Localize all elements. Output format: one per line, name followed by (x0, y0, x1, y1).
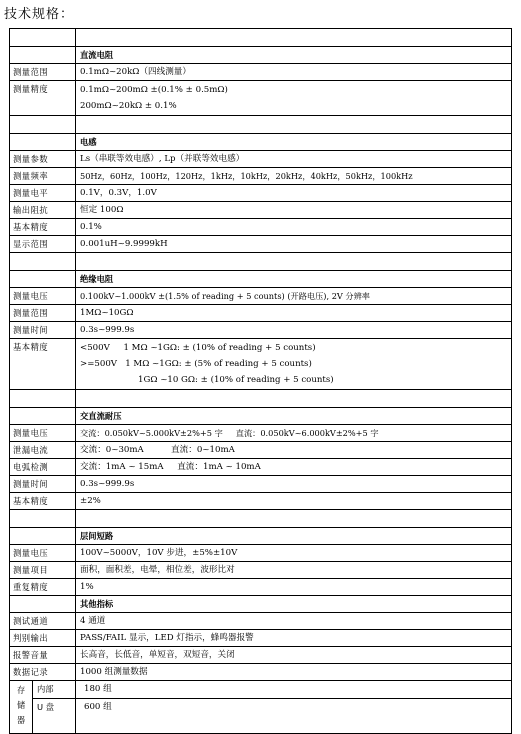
row-value: 1% (76, 579, 512, 596)
section-header-row (10, 271, 512, 288)
dc-resistance-header: 直流电阻 (76, 47, 512, 64)
spacer-row (10, 510, 512, 528)
table-row (10, 151, 512, 168)
row-label: 测量电压 (10, 425, 76, 442)
row-label: 测量电压 (10, 288, 76, 305)
table-row (10, 305, 512, 322)
row-label: 输出阻抗 (10, 202, 76, 219)
row-value: 面积，面积差，电晕，相位差，波形比对 (76, 562, 512, 579)
value-line: <500V 1 MΩ ~1GΩ: ± (10% of reading + 5 counts) (80, 343, 316, 353)
table-row (10, 647, 512, 664)
table-row (10, 288, 512, 305)
row-value: ±2% (76, 493, 512, 510)
row-label: 测量频率 (10, 168, 76, 185)
row-value: 0.3s~999.9s (76, 476, 512, 493)
table-row (10, 493, 512, 510)
spacer-row (10, 253, 512, 271)
hipot-header: 交直流耐压 (76, 408, 512, 425)
row-label: 测量电平 (10, 185, 76, 202)
spec-table (9, 28, 512, 734)
table-row (10, 168, 512, 185)
table-row (10, 425, 512, 442)
usb-value: 600 组 (84, 702, 112, 712)
table-row (10, 630, 512, 647)
internal-label: 内部 (33, 681, 75, 699)
table-row (10, 185, 512, 202)
section-header-row (10, 528, 512, 545)
table-row (10, 236, 512, 253)
page-title: 技术规格： (4, 7, 75, 22)
row-label: 泄漏电流 (10, 442, 76, 459)
spacer-row (10, 116, 512, 134)
table-row (10, 64, 512, 81)
section-header-row (10, 47, 512, 64)
insulation-header: 绝缘电阻 (76, 271, 512, 288)
row-label: 测量项目 (10, 562, 76, 579)
row-label: 测试通道 (10, 613, 76, 630)
row-value: 1000 组测量数据 (76, 664, 512, 681)
value-line: 0.1mΩ~200mΩ ±(0.1% ± 0.5mΩ) (80, 85, 228, 95)
value-line: 200mΩ~20kΩ ± 0.1% (80, 101, 177, 111)
table-row (10, 459, 512, 476)
row-value: 1MΩ~10GΩ (76, 305, 512, 322)
row-value: 0.100kV~1.000kV ±(1.5% of reading + 5 counts) (开路电压), 2V 分辨率 (76, 288, 512, 305)
table-row (10, 339, 512, 390)
row-label: 测量时间 (10, 476, 76, 493)
other-header: 其他指标 (76, 596, 512, 613)
inductance-header: 电感 (76, 134, 512, 151)
table-row (10, 442, 512, 459)
row-value (76, 339, 512, 390)
storage-label: 存 储 器 (10, 681, 33, 733)
row-value: 0.1V，0.3V，1.0V (76, 185, 512, 202)
table-row (10, 81, 512, 116)
row-value: 交流：0.050kV~5.000kV±2%+5 字 直流：0.050kV~6.000kV±2%+5 字 (76, 425, 512, 442)
table-row (10, 476, 512, 493)
row-value: 0.3s~999.9s (76, 322, 512, 339)
spacer-row (10, 29, 512, 47)
value-line: 1GΩ ~10 GΩ: ± (10% of reading + 5 counts) (138, 375, 334, 385)
row-value: 4 通道 (76, 613, 512, 630)
table-row (10, 579, 512, 596)
row-value: 长高音，长低音，单短音，双短音，关闭 (76, 647, 512, 664)
row-value (76, 81, 512, 116)
row-label: 基本精度 (10, 219, 76, 236)
row-value: 50Hz，60Hz，100Hz，120Hz，1kHz，10kHz，20kHz，40kHz，50kHz，100kHz (76, 168, 512, 185)
row-label: 报警音量 (10, 647, 76, 664)
row-label: 测量精度 (10, 81, 76, 116)
row-label: 数据记录 (10, 664, 76, 681)
table-row (10, 562, 512, 579)
table-row (10, 545, 512, 562)
row-value: 恒定 100Ω (76, 202, 512, 219)
storage-value-cell (76, 681, 512, 734)
internal-value: 180 组 (76, 681, 511, 699)
row-label: 判别输出 (10, 630, 76, 647)
section-header-row (10, 134, 512, 151)
table-row (10, 202, 512, 219)
row-label: 基本精度 (10, 339, 76, 390)
table-row (10, 322, 512, 339)
spacer-row (10, 390, 512, 408)
row-label: 测量电压 (10, 545, 76, 562)
row-value: 0.1mΩ~20kΩ（四线测量） (76, 64, 512, 81)
row-label: 测量时间 (10, 322, 76, 339)
row-value: 0.1% (76, 219, 512, 236)
storage-label-cell (10, 681, 76, 734)
value-line: >=500V 1 MΩ ~1GΩ: ± (5% of reading + 5 counts) (80, 359, 312, 369)
row-label: 电弧检测 (10, 459, 76, 476)
row-value: PASS/FAIL 显示，LED 灯指示，蜂鸣器报警 (76, 630, 512, 647)
section-header-row (10, 596, 512, 613)
row-value: 交流：1mA ~ 15mA 直流：1mA ~ 10mA (76, 459, 512, 476)
row-label: 测量范围 (10, 305, 76, 322)
row-label: 基本精度 (10, 493, 76, 510)
usb-label: U 盘 (37, 702, 55, 712)
row-value: 100V~5000V，10V 步进，±5%±10V (76, 545, 512, 562)
section-header-row (10, 408, 512, 425)
row-label: 测量范围 (10, 64, 76, 81)
row-value: Ls（串联等效电感）, Lp（并联等效电感） (76, 151, 512, 168)
row-value: 交流：0~30mA 直流：0~10mA (76, 442, 512, 459)
interlayer-header: 层间短路 (76, 528, 512, 545)
storage-row (10, 681, 512, 734)
row-value: 0.001uH~9.9999kH (76, 236, 512, 253)
table-row (10, 613, 512, 630)
table-row (10, 664, 512, 681)
row-label: 重复精度 (10, 579, 76, 596)
table-row (10, 219, 512, 236)
row-label: 测量参数 (10, 151, 76, 168)
row-label: 显示范围 (10, 236, 76, 253)
